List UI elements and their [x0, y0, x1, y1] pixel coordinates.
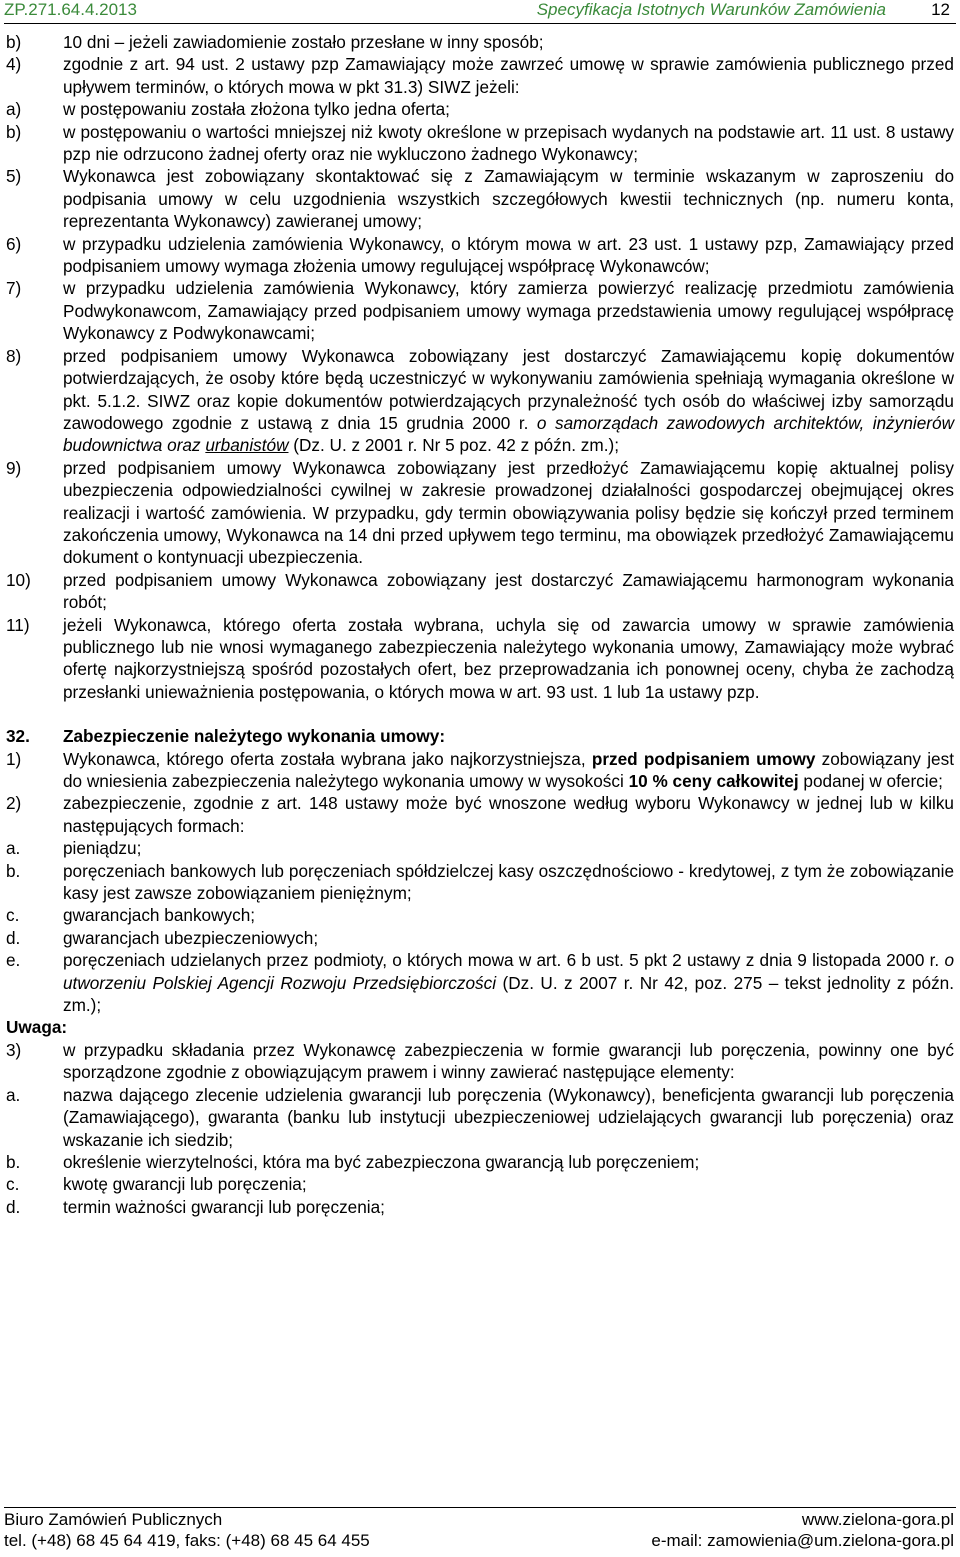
list-item [6, 614, 954, 704]
item-text: termin ważności gwarancji lub poręczenia; [63, 1196, 385, 1217]
document-reference: ZP.271.64.4.2013 [4, 0, 137, 19]
item-label: a. [6, 1084, 21, 1105]
item-label: 11) [6, 614, 30, 635]
list-item [6, 748, 954, 793]
page-header [4, 0, 956, 22]
item-label: a) [6, 99, 22, 120]
list-item [6, 53, 954, 98]
footer-divider [4, 1507, 956, 1508]
item-label: 1) [6, 748, 22, 769]
item-text-part: przed podpisaniem umowy Wykonawca zobowiązany jest dostarczyć Zamawiającemu kopię dokumentów potwierdzających, że osoby które będą uczestniczyć w wykonywaniu zamówienia spełniają wymagania określone w pkt. 5.1.2. SIWZ oraz kopie dokumentów potwierdzających przynależność tych osób do właściwej izby samorządu zawodowego zgodnie z ustawą z dnia 15 grudnia 2000 r. [63, 345, 954, 433]
item-text: w postępowaniu została złożona tylko jedna oferta; [63, 99, 450, 120]
page-number: 12 [931, 0, 950, 19]
item-text-part: zobowiązany jest do wniesienia zabezpieczenia należytego wykonania umowy w wysokości [63, 748, 954, 791]
item-text: w przypadku udzielenia zamówienia Wykonawcy, który zamierza powierzyć realizację przedmiotu zamówienia Podwykonawcom, Zamawiający przed podpisaniem umowy wymaga przedstawienia umowy regulującej współpracę Wykonawcy z Podwykonawcami; [63, 278, 954, 344]
list-item [6, 1039, 954, 1084]
item-text: poręczeniach bankowych lub poręczeniach spółdzielczej kasy oszczędnościowo - kredytowej, z tym że zobowiązanie kasy jest zawsze zobowiązaniem pieniężnym; [63, 860, 954, 904]
section-title: Zabezpieczenie należytego wykonania umowy: [63, 726, 446, 747]
item-label: a. [6, 838, 21, 859]
act-title-italic: o utworzeniu Polskiej Agencji Rozwoju Przedsiębiorczości [63, 950, 954, 993]
item-text: 10 dni – jeżeli zawiadomienie zostało przesłane w inny sposób; [63, 32, 544, 52]
bold-phrase: 10 % ceny całkowitej [628, 771, 799, 791]
footer-office: Biuro Zamówień Publicznych [4, 1510, 223, 1529]
item-text: kwotę gwarancji lub poręczenia; [63, 1174, 307, 1195]
list-item [6, 569, 954, 614]
item-label: 10) [6, 569, 31, 590]
list-item [6, 949, 954, 1016]
bold-phrase: przed podpisaniem umowy [591, 748, 816, 769]
section-number: 32. [6, 726, 30, 747]
list-item [6, 837, 954, 859]
item-text: gwarancjach bankowych; [63, 905, 256, 926]
list-item [6, 1173, 954, 1195]
item-text: w przypadku składania przez Wykonawcę zabezpieczenia w formie gwarancji lub poręczenia, powinny one być sporządzone zgodnie z obowiązującym prawem i winny zawierać następujące elementy: [63, 1039, 954, 1083]
act-title-italic: o samorządach zawodowych architektów, inżynierów budownictwa oraz [63, 412, 955, 456]
item-label: b) [6, 121, 22, 142]
item-label: c. [6, 1174, 20, 1195]
list-item [6, 277, 954, 344]
page-footer [4, 1510, 956, 1554]
item-label: d. [6, 1196, 21, 1217]
item-text: zabezpieczenie, zgodnie z art. 148 ustawy może być wnoszone według wyboru Wykonawcy w jednej lub w kilku następujących formach: [63, 793, 954, 836]
list-item [6, 792, 954, 837]
list-item [6, 1151, 954, 1173]
item-label: 5) [6, 166, 22, 187]
section-heading [6, 725, 954, 747]
act-title-italic-underlined: urbanistów [205, 435, 289, 456]
item-text: pieniądzu; [63, 838, 142, 859]
item-label: b. [6, 860, 21, 881]
item-label: 6) [6, 233, 22, 254]
list-item [6, 1196, 954, 1218]
item-label: 7) [6, 278, 22, 299]
item-text-part: (Dz. U. z 2007 r. Nr 42, poz. 275 – tekst jednolity z późn. zm.); [63, 972, 954, 1016]
list-item [6, 233, 954, 278]
list-item [6, 345, 954, 457]
item-label: c. [6, 905, 20, 926]
item-text-part: Wykonawca, którego oferta została wybrana jako najkorzystniejsza, [63, 748, 592, 769]
item-text-part: (Dz. U. z 2001 r. Nr 5 poz. 42 z późn. zm.); [288, 435, 619, 456]
item-label: 9) [6, 457, 22, 478]
item-label: e. [6, 950, 21, 971]
item-text: jeżeli Wykonawca, którego oferta została wybrana, uchyla się od zawarcia umowy w sprawie zamówienia publicznego lub nie wnosi wymaganego zabezpieczenia należytego wykonania umowy, Zamawiający może wybrać ofertę najkorzystniejszą spośród pozostałych ofert, bez przeprowadzania ich ponownej oceny, chyba że zachodzą przesłanki unieważnienia postępowania, o których mowa w art. 93 ust. 1 lub 1a ustawy pzp. [63, 614, 954, 702]
footer-website: www.zielona-gora.pl [801, 1510, 954, 1529]
list-item [6, 860, 954, 905]
item-label: b. [6, 1151, 21, 1172]
item-text [63, 748, 954, 793]
header-divider [4, 23, 956, 24]
item-text: nazwa dającego zlecenie udzielenia gwarancji lub poręczenia (Wykonawcy), beneficjenta gwarancji lub poręczenia (Zamawiającego), gwaranta (banku lub instytucji ubezpieczeniowej udzielających gwarancji lub poręczenia) oraz wskazanie ich siedzib; [63, 1084, 954, 1150]
list-item [6, 98, 954, 120]
item-text: przed podpisaniem umowy Wykonawca zobowiązany jest dostarczyć Zamawiającemu harmonogram wykonania robót; [63, 569, 954, 613]
item-label: 3) [6, 1039, 22, 1060]
list-item [6, 31, 954, 53]
item-text: przed podpisaniem umowy Wykonawca zobowiązany jest przedłożyć Zamawiającemu kopię aktualnej polisy ubezpieczenia odpowiedzialności cywilnej w zakresie prowadzonej działalności gospodarczej obejmującej okres realizacji i wartość zamówienia. W przypadku, gdy termin obowiązywania polisy będzie się kończył przed terminem zakończenia umowy, Wykonawca na 14 dni przed upływem tego terminu, ma obowiązek przedłożyć Zamawiającemu dokument o kontynuacji ubezpieczenia. [63, 457, 954, 568]
item-text: w postępowaniu o wartości mniejszej niż kwoty określone w przepisach wydanych na podstawie art. 11 ust. 8 ustawy pzp nie odrzucono żadnej oferty oraz nie wykluczono żadnego Wykonawcy; [63, 121, 954, 165]
footer-phone: tel. (+48) 68 45 64 419, faks: (+48) 68 45 64 455 [4, 1531, 370, 1550]
item-text-part: poręczeniach udzielanych przez podmioty, o których mowa w art. 6 b ust. 5 pkt 2 ustawy z dnia 9 listopada 2000 r. [63, 950, 945, 971]
item-text [63, 949, 954, 1016]
list-item [6, 904, 954, 926]
item-text: zgodnie z art. 94 ust. 2 ustawy pzp Zamawiający może zawrzeć umowę w sprawie zamówienia publicznego przed upływem terminów, o których mowa w pkt 31.3) SIWZ jeżeli: [63, 54, 954, 97]
item-text: określenie wierzytelności, która ma być zabezpieczona gwarancją lub poręczeniem; [63, 1151, 700, 1172]
item-label: 8) [6, 345, 22, 366]
list-item [6, 165, 954, 232]
item-text: Wykonawca jest zobowiązany skontaktować się z Zamawiającym w terminie wskazanym w zaproszeniu do podpisania umowy w celu uzgodnienia wszystkich szczegółowych kwestii technicznych (np. numeru konta, reprezentanta Wykonawcy) zawieranej umowy; [63, 166, 954, 232]
list-item [6, 121, 954, 166]
list-item [6, 927, 954, 949]
item-text-part: podanej w ofercie; [798, 771, 943, 791]
list-item [6, 1084, 954, 1151]
item-label: b) [6, 32, 22, 52]
item-text [63, 345, 954, 457]
list-item [6, 457, 954, 569]
item-text: w przypadku udzielenia zamówienia Wykonawcy, o którym mowa w art. 23 ust. 1 ustawy pzp, Zamawiający przed podpisaniem umowy wymaga złożenia umowy regulującej współpracę Wykonawców; [63, 233, 954, 277]
footer-email: e-mail: zamowienia@um.zielona-gora.pl [651, 1531, 954, 1550]
document-body [6, 31, 954, 1218]
item-label: 2) [6, 793, 22, 814]
item-label: 4) [6, 54, 22, 75]
item-label: d. [6, 927, 21, 948]
item-text: gwarancjach ubezpieczeniowych; [63, 927, 319, 948]
note-heading: Uwaga: [6, 1017, 68, 1038]
document-title: Specyfikacja Istotnych Warunków Zamówienia [536, 0, 886, 19]
